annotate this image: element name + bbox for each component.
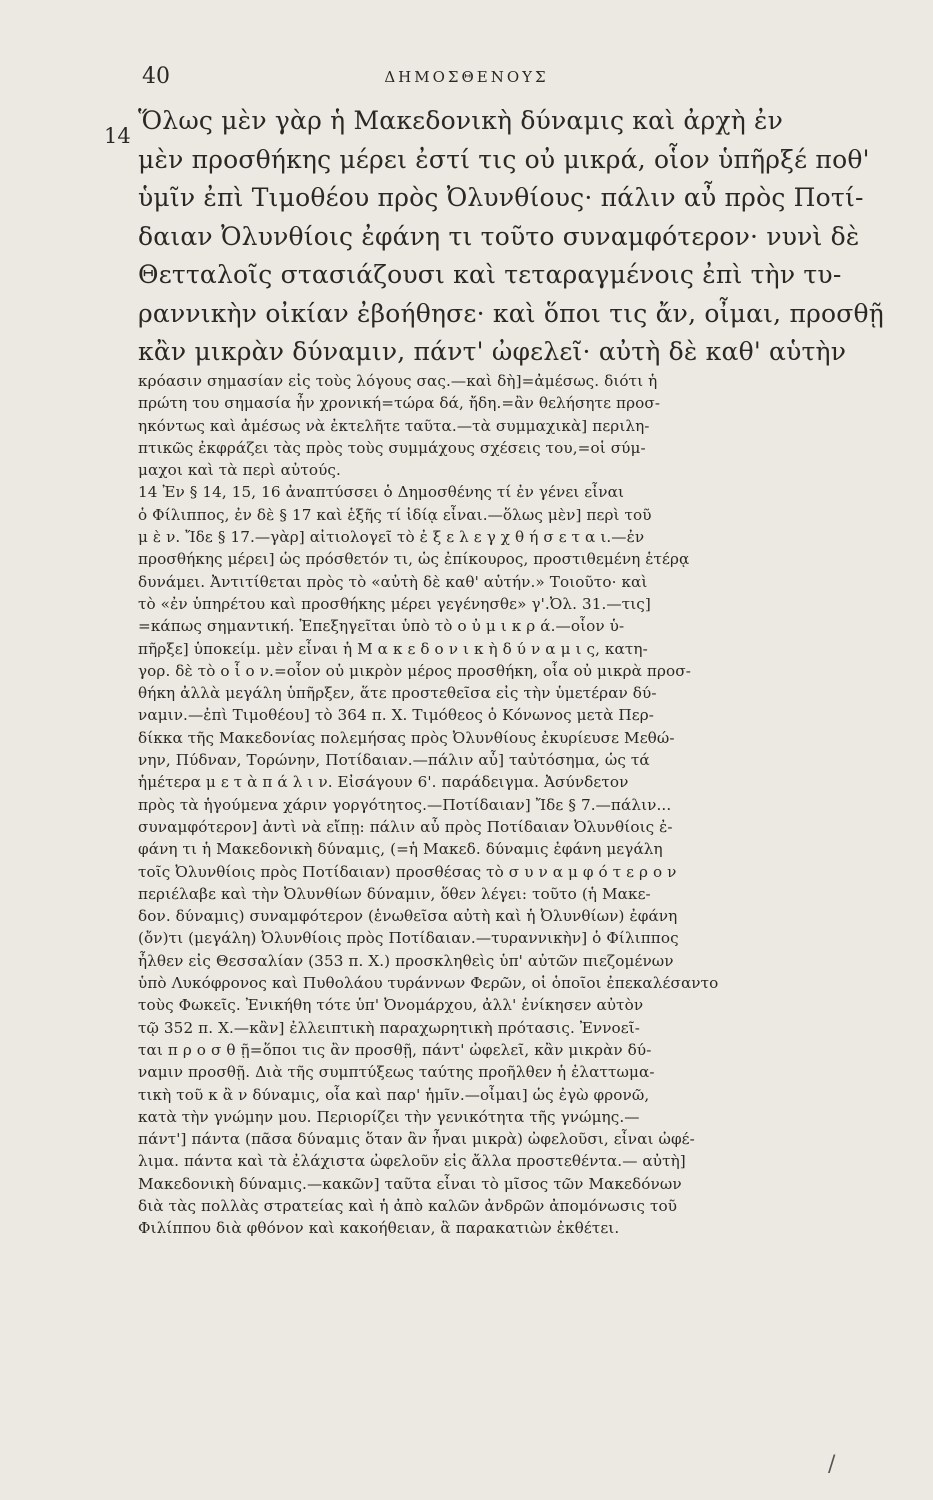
running-title: ΔΗΜΟΣΘΕΝΟΥΣ <box>384 68 549 86</box>
note-line: ἦλθεν εἰς Θεσσαλίαν (353 π. Χ.) προσκληθεὶς ὑπ' αὐτῶν πιεζομένων <box>138 951 674 970</box>
note-line: κατὰ τὴν γνώμην μου. Περιορίζει τὴν γενικότητα τῆς γνώμης.— <box>138 1107 640 1126</box>
note-line: (ὄν)τι (μεγάλη) Ὀλυνθίοις πρὸς Ποτίδαιαν.—τυραννικὴν] ὁ Φίλιππος <box>138 929 679 948</box>
main-text-line: κἂν μικρὰν δύναμιν, πάντ' ὠφελεῖ· αὐτὴ δὲ καθ' αὑτὴν <box>138 337 847 366</box>
note-line: ηκόντως καὶ ἀμέσως νὰ ἐκτελῆτε ταῦτα.—τὰ συμμαχικὰ] περιλη- <box>138 416 650 435</box>
note-line: συναμφότερον] ἀντὶ νὰ εἴπῃ: πάλιν αὖ πρὸς Ποτίδαιαν Ὀλυνθίοις ἐ- <box>138 817 673 836</box>
note-line: φάνη τι ἡ Μακεδονικὴ δύναμις, (=ἡ Μακεδ. δύναμις ἐφάνη μεγάλη <box>138 840 663 859</box>
page-number: 40 <box>142 64 170 89</box>
note-line: ὑπὸ Λυκόφρονος καὶ Πυθολάου τυράννων Φερῶν, οἱ ὁποῖοι ἐπεκαλέσαντο <box>138 974 719 993</box>
main-text-line: Ὅλως μὲν γὰρ ἡ Μακεδονικὴ δύναμις καὶ ἀρχὴ ἐν <box>138 106 784 135</box>
note-line: Μακεδονικὴ δύναμις.—κακῶν] ταῦτα εἶναι τὸ μῖσος τῶν Μακεδόνων <box>138 1174 682 1193</box>
note-line: πρώτη του σημασία ἦν χρονική=τώρα δά, ἤδη.=ἂν θελήσητε προσ- <box>138 394 661 413</box>
commentary-notes <box>138 370 828 1240</box>
note-line: κρόασιν σημασίαν εἰς τοὺς λόγους σας.—καὶ δὴ]=ἀμέσως. διότι ἡ <box>138 372 658 390</box>
note-line: 14 Ἐν § 14, 15, 16 ἀναπτύσσει ὁ Δημοσθένης τί ἐν γένει εἶναι <box>138 483 625 502</box>
main-text-line: Θετταλοῖς στασιάζουσι καὶ τεταραγμένοις ἐπὶ τὴν τυ- <box>138 260 842 289</box>
note-line: πτικῶς ἐκφράζει τὰς πρὸς τοὺς συμμάχους σχέσεις του,=οἱ σύμ- <box>138 438 646 457</box>
note-line: νην, Πύδναν, Τορώνην, Ποτίδαιαν.—πάλιν αὖ] ταὐτόσημα, ὡς τά <box>138 751 650 770</box>
note-line: ται π ρ ο σ θ ῇ=ὅποι τις ἂν προσθῇ, πάντ' ὠφελεῖ, κἂν μικρὰν δύ- <box>138 1040 652 1059</box>
main-text-line: δαιαν Ὀλυνθίοις ἐφάνη τι τοῦτο συναμφότερον· νυνὶ δὲ <box>138 221 860 251</box>
note-line: πάντ'] πάντα (πᾶσα δύναμις ὅταν ἂν ἦναι μικρὰ) ὠφελοῦσι, εἶναι ὠφέ- <box>138 1130 695 1149</box>
note-line: τὸ «ἐν ὑπηρέτου καὶ προσθήκης μέρει γεγένησθε» γ'.Ὀλ. 31.—τις] <box>138 594 651 613</box>
note-line: διὰ τὰς πολλὰς στρατείας καὶ ἡ ἀπὸ καλῶν ἀνδρῶν ἀπομόνωσις τοῦ <box>138 1196 678 1215</box>
note-line: ναμιν προσθῇ. Διὰ τῆς συμπτύξεως ταύτης προῆλθεν ἡ ἐλαττωμα- <box>138 1063 655 1082</box>
note-line: τοῖς Ὀλυνθίοις πρὸς Ποτίδαιαν) προσθέσας τὸ σ υ ν α μ φ ό τ ε ρ ο ν <box>138 862 677 881</box>
main-text-line: ραννικὴν οἰκίαν ἐβοήθησε· καὶ ὅποι τις ἄν, οἶμαι, προσθῇ <box>138 298 884 328</box>
note-line: ὁ Φίλιππος, ἐν δὲ § 17 καὶ ἑξῆς τί ἰδίᾳ εἶναι.—ὅλως μὲν] περὶ τοῦ <box>138 505 652 524</box>
note-line: τικὴ τοῦ κ ἂ ν δύναμις, οἷα καὶ παρ' ἡμῖν.—οἶμαι] ὡς ἐγὼ φρονῶ, <box>138 1085 650 1104</box>
note-line: θήκη ἀλλὰ μεγάλη ὑπῆρξεν, ἅτε προστεθεῖσα εἰς τὴν ὑμετέραν δύ- <box>138 684 657 703</box>
note-line: δον. δύναμις) συναμφότερον (ἑνωθεῖσα αὐτὴ καὶ ἡ Ὀλυνθίων) ἐφάνη <box>138 907 678 926</box>
note-line: Φιλίππου διὰ φθόνον καὶ κακοήθειαν, ἃ παρακατιὼν ἐκθέτει. <box>138 1219 620 1238</box>
note-line: ναμιν.—ἐπὶ Τιμοθέου] τὸ 364 π. Χ. Τιμόθεος ὁ Κόνωνος μετὰ Περ- <box>138 706 654 725</box>
main-text-block <box>138 102 884 372</box>
pencil-mark: / <box>828 1452 836 1477</box>
main-text-line: μὲν προσθήκης μέρει ἐστί τις οὐ μικρά, οἷον ὑπῆρξέ ποθ' <box>138 144 870 174</box>
note-line: πρὸς τὰ ἡγούμενα χάριν γοργότητος.—Ποτίδαιαν] Ἴδε § 7.—πάλιν... <box>138 795 672 814</box>
note-line: περιέλαβε καὶ τὴν Ὀλυνθίων δύναμιν, ὅθεν λέγει: τοῦτο (ἡ Μακε- <box>138 884 651 903</box>
page-header <box>0 64 933 94</box>
note-line: δυνάμει. Ἀντιτίθεται πρὸς τὸ «αὐτὴ δὲ καθ' αὑτήν.» Τοιοῦτο· καὶ <box>138 572 648 591</box>
main-text-line: ὑμῖν ἐπὶ Τιμοθέου πρὸς Ὀλυνθίους· πάλιν αὖ πρὸς Ποτί- <box>138 183 864 212</box>
note-line: ἡμέτερα μ ε τ ὰ π ά λ ι ν. Εἰσάγουν 6'. παράδειγμα. Ἀσύνδετον <box>138 773 629 792</box>
note-line: πῆρξε] ὑποκείμ. μὲν εἶναι ἡ Μ α κ ε δ ο ν ι κ ὴ δ ύ ν α μ ι ς, κατη- <box>138 639 648 658</box>
section-number: 14 <box>104 124 131 148</box>
note-line: τοὺς Φωκεῖς. Ἐνικήθη τότε ὑπ' Ὀνομάρχου, ἀλλ' ἐνίκησεν αὐτὸν <box>138 996 644 1015</box>
note-line: μαχοι καὶ τὰ περὶ αὐτούς. <box>138 461 341 480</box>
note-line: δίκκα τῆς Μακεδονίας πολεμήσας πρὸς Ὀλυνθίους ἐκυρίευσε Μεθώ- <box>138 728 675 747</box>
note-line: λιμα. πάντα καὶ τὰ ἐλάχιστα ὠφελοῦν εἰς ἄλλα προστεθέντα.— αὐτὴ] <box>138 1152 686 1171</box>
note-line: μ ὲ ν. Ἴδε § 17.—γὰρ] αἰτιολογεῖ τὸ ἐ ξ ε λ ε γ χ θ ή σ ε τ α ι.—ἐν <box>138 528 645 547</box>
note-line: τῷ 352 π. Χ.—κἂν] ἐλλειπτικὴ παραχωρητικὴ πρότασις. Ἐννοεῖ- <box>138 1018 641 1037</box>
note-line: γορ. δὲ τὸ ο ἷ ο ν.=οἷον οὐ μικρὸν μέρος προσθήκη, οἷα οὐ μικρὰ προσ- <box>138 661 691 680</box>
note-line: =κάπως σημαντική. Ἐπεξηγεῖται ὑπὸ τὸ ο ὐ μ ι κ ρ ά.—οἷον ὑ- <box>138 617 625 636</box>
note-line: προσθήκης μέρει] ὡς πρόσθετόν τι, ὡς ἐπίκουρος, προστιθεμένη ἑτέρᾳ <box>138 550 690 569</box>
